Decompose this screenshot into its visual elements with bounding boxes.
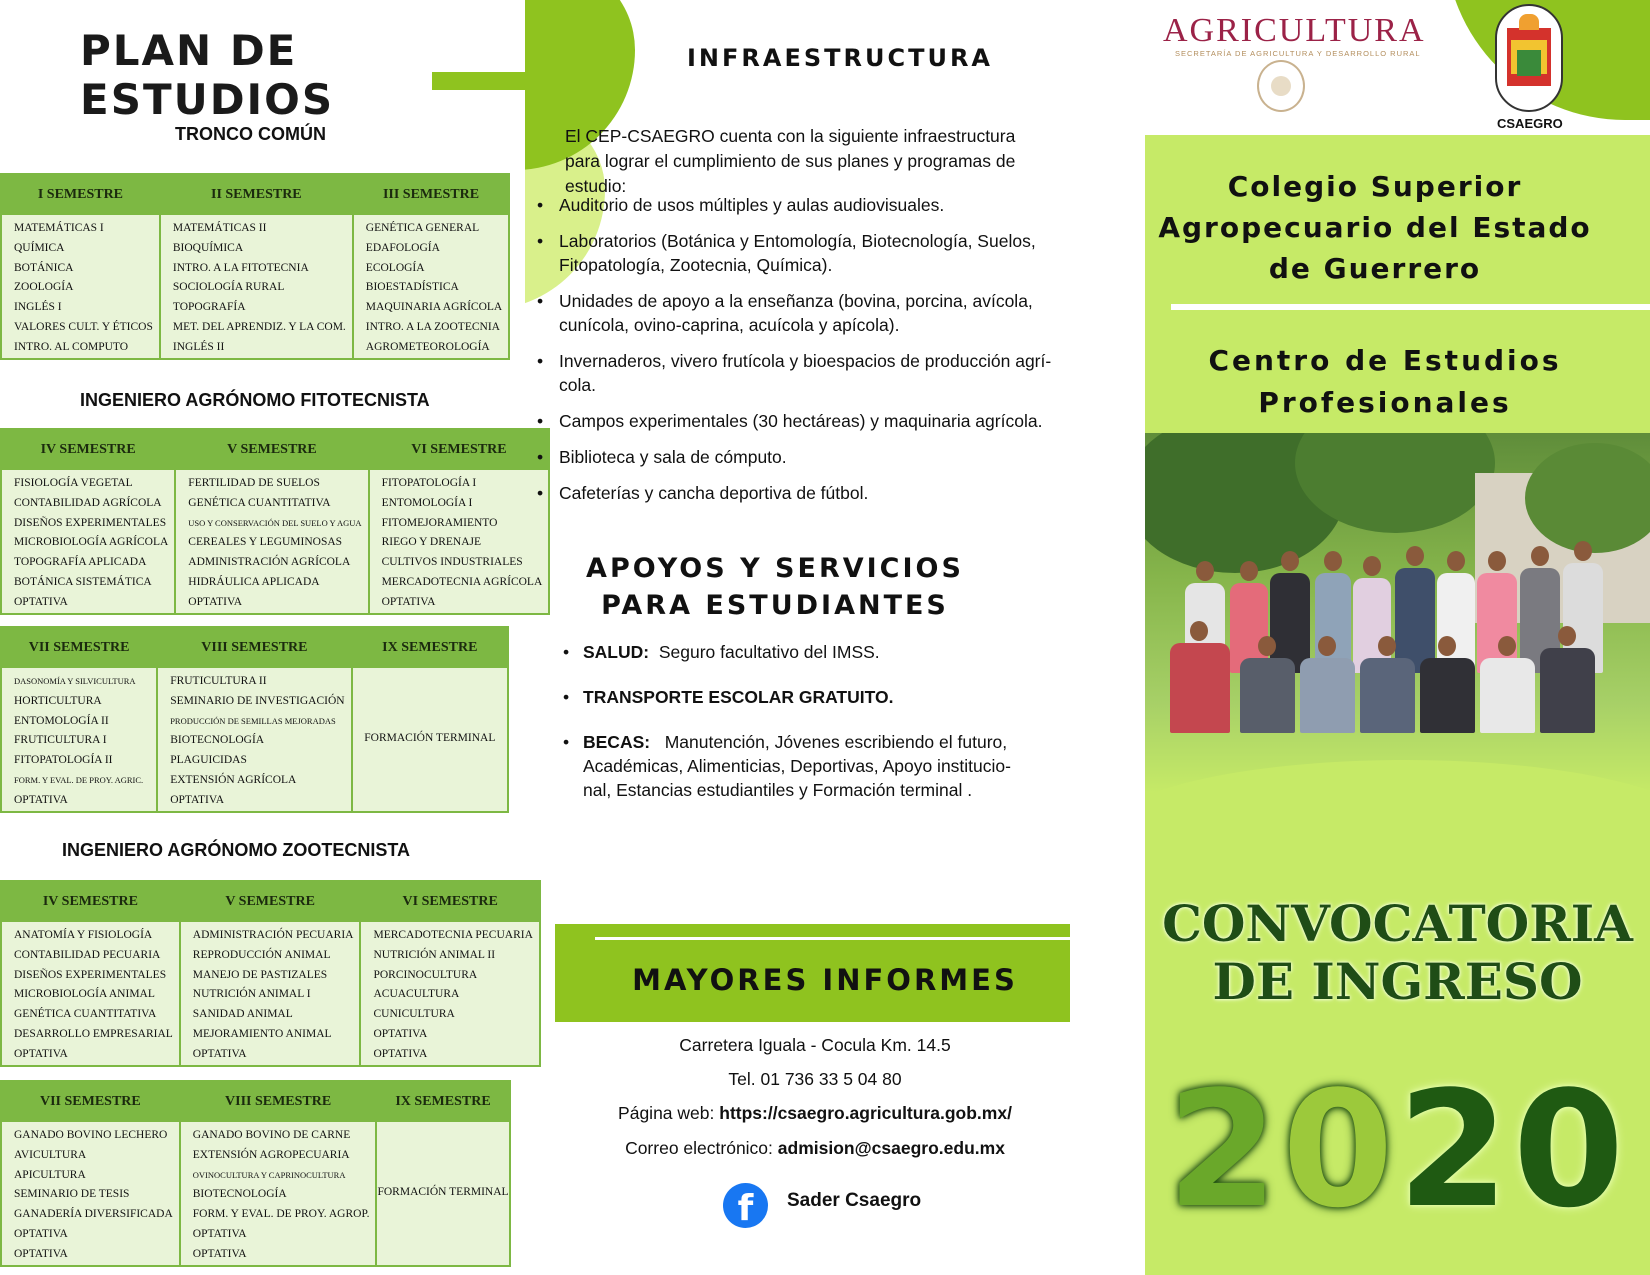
subject-cell [1,470,175,614]
subject: HIDRÁULICA APLICADA [188,575,320,588]
list-item [563,685,1023,709]
subject: FRUTICULTURA II [170,675,267,687]
agricultura-seal-icon [1257,60,1305,112]
subject: GENÉTICA CUANTITATIVA [188,496,331,509]
telephone[interactable]: Tel. 01 736 33 5 04 80 [728,1069,902,1089]
tronco-comun-table [0,173,510,360]
subject: MATEMÁTICAS II [172,222,267,234]
subject: MAQUINARIA AGRÍCOLA [365,301,503,314]
subject: MICROBIOLOGÍA AGRÍCOLA [14,536,169,549]
subject: PRODUCCIÓN DE SEMILLAS MEJORADAS [170,715,336,726]
terminal-cell: FORMACIÓN TERMINAL [364,732,496,745]
subject: OPTATIVA [14,1247,68,1260]
table-row [1,215,509,359]
subject: BOTÁNICA [14,261,74,274]
subject: OVINOCULTURA Y CAPRINOCULTURA [192,1169,346,1180]
semester-header: VI SEMESTRE [369,429,550,470]
subject: INGLÉS II [172,340,225,353]
subject: OPTATIVA [373,1027,428,1040]
semester-header: IV SEMESTRE [1,429,175,470]
facebook-link[interactable]: Sader Csaegro [787,1190,922,1211]
subject: DISEÑOS EXPERIMENTALES [14,516,167,529]
infraestructura-panel [525,0,1145,1275]
subject: DASONOMÍA Y SILVICULTURA [14,676,136,686]
subject: OPTATIVA [14,1047,68,1060]
subject-cell [180,922,361,1066]
subject: CULTIVOS INDUSTRIALES [381,556,523,569]
email [565,1138,1065,1159]
year-digit: 2 [1397,1056,1513,1243]
subject: CEREALES Y LEGUMINOSAS [188,536,343,549]
subject-cell [369,470,550,614]
zoo-table-2 [0,1080,511,1267]
subject: INTRO. AL COMPUTO [14,340,129,353]
subject: OPTATIVA [14,793,68,806]
subject: CONTABILIDAD PECUARIA [14,948,161,961]
list-item: • Laboratorios (Botánica y Entomología, Biotecnología, Suelos, Fitopatología, Zootecnia, Química). [537,229,1052,277]
subject: SEMINARIO DE INVESTIGACIÓN [170,694,345,707]
apoyos-title-1: APOYOS Y SERVICIOS [586,553,964,584]
subject: FISIOLOGÍA VEGETAL [14,477,133,489]
subject: EDAFOLOGÍA [365,241,440,254]
subject: OPTATIVA [192,1227,247,1240]
facebook-icon[interactable]: f [723,1183,768,1228]
subject: FERTILIDAD DE SUELOS [188,477,320,489]
zoo-heading: INGENIERO AGRÓNOMO ZOOTECNISTA [62,840,411,860]
subject: MEJORAMIENTO ANIMAL [192,1027,332,1040]
subject: TOPOGRAFÍA [172,301,246,314]
convocatoria-line: CONVOCATORIA [1162,894,1633,953]
colegio-line: Colegio Superior [1227,170,1523,203]
service-text: Seguro facultativo del IMSS. [658,642,880,662]
subject-cell [1,215,160,359]
subject: BIOTECNOLOGÍA [170,734,265,747]
subject: MET. DEL APRENDIZ. Y LA COM. [172,320,346,333]
infra-intro: El CEP-CSAEGRO cuenta con la siguiente infraestructura para lograr el cumplimiento de sus planes y programas de estudio: [565,126,1016,196]
list-item: • Cafeterías y cancha deportiva de fútbol. [537,481,1052,505]
table-header-row [1,429,549,470]
subject: RIEGO Y DRENAJE [381,536,482,549]
subject-cell [360,922,539,1066]
subject: INTRO. A LA FITOTECNIA [172,261,309,274]
semester-header: VI SEMESTRE [360,881,539,922]
semester-header: VII SEMESTRE [1,627,157,668]
agricultura-logo-text: AGRICULTURA [1163,12,1426,49]
subject: NUTRICIÓN ANIMAL I [192,988,311,1001]
plan-title: PLAN DE ESTUDIOS [80,26,335,124]
subject: BIOQUÍMICA [172,241,244,254]
subject: EXTENSIÓN AGRÍCOLA [170,773,297,786]
cover-panel [1145,0,1650,1275]
subject: GANADO BOVINO DE CARNE [192,1129,351,1141]
table-header-row [1,881,540,922]
subject: FORM. Y EVAL. DE PROY. AGRIC. [14,774,144,785]
address: Carretera Iguala - Cocula Km. 14.5 [679,1035,951,1055]
plan-de-estudios-panel [0,0,543,1275]
subject: GENÉTICA GENERAL [365,222,480,234]
subject: FITOPATOLOGÍA I [381,477,477,489]
list-item [563,640,1023,664]
banner-line [595,937,1070,940]
subject: NUTRICIÓN ANIMAL II [373,948,496,961]
subject: ENTOMOLOGÍA II [14,714,109,727]
subject: CUNICULTURA [373,1008,455,1021]
subject: REPRODUCCIÓN ANIMAL [192,948,331,961]
fito-table-1 [0,428,550,615]
website [565,1103,1065,1124]
subject: GANADO BOVINO LECHERO [14,1129,168,1141]
table-row [1,1122,510,1266]
semester-header: V SEMESTRE [175,429,368,470]
subject-cell [353,215,509,359]
infra-list [537,193,1052,517]
convocatoria-line: DE INGRESO [1212,952,1583,1011]
subject: ZOOLOGÍA [14,281,74,294]
subject: MERCADOTECNIA PECUARIA [373,929,533,941]
semester-header: V SEMESTRE [180,881,361,922]
subject: USO Y CONSERVACIÓN DEL SUELO Y AGUA [188,517,362,528]
colegio-title [1155,166,1595,289]
year-digit: 0 [1512,1056,1629,1243]
subject: PORCINOCULTURA [373,968,478,981]
table-row [1,922,540,1066]
list-item: • Auditorio de usos múltiples y aulas audiovisuales. [537,193,1052,217]
centro-line: Centro de Estudios [1208,344,1562,377]
convocatoria-title [1145,895,1650,1011]
list-item: • Unidades de apoyo a la enseñanza (bovina, porcina, avícola, cunícola, ovino-caprina, acuícola y apícola). [537,289,1052,337]
subject: BIOESTADÍSTICA [365,281,459,294]
subject: MERCADOTECNIA AGRÍCOLA [381,575,543,588]
tronco-heading: TRONCO COMÚN [175,124,326,144]
servicios-list [563,640,1023,823]
subject: GANADERÍA DIVERSIFICADA [14,1208,173,1221]
subject-cell [1,922,180,1066]
subject: GENÉTICA CUANTITATIVA [14,1008,157,1021]
subject: MATEMÁTICAS I [14,222,104,234]
csaegro-logo-icon [1495,4,1563,112]
subject: DISEÑOS EXPERIMENTALES [14,968,167,981]
subject-cell [1,1122,180,1266]
subject: TOPOGRAFÍA APLICADA [14,556,147,569]
service-label: SALUD: [583,642,650,662]
mayores-title: MAYORES INFORMES [632,963,1018,997]
year-digit: 0 [1282,1056,1398,1243]
subject: OPTATIVA [192,1047,247,1060]
semester-header: I SEMESTRE [1,174,160,215]
subject: ADMINISTRACIÓN PECUARIA [192,929,354,941]
subject: FITOMEJORAMIENTO [381,516,498,529]
table-row [1,668,508,812]
decorative-shape [1145,760,1650,880]
subject: HORTICULTURA [14,694,102,707]
subject: OPTATIVA [192,1247,247,1260]
subject: FORM. Y EVAL. DE PROY. AGROP. [192,1208,370,1221]
semester-header: VII SEMESTRE [1,1081,180,1122]
subject: OPTATIVA [14,595,68,608]
subject-cell [175,470,368,614]
subject: BOTÁNICA SISTEMÁTICA [14,575,152,588]
semester-header: III SEMESTRE [353,174,509,215]
table-row [1,470,549,614]
service-text: Manutención, Jóvenes escribiendo el futuro, Académicas, Alimenticias, Deportivas, Apoyo institucio-nal, Estancias estudiantiles y Formación terminal . [583,732,1011,800]
subject: BIOTECNOLOGÍA [192,1188,287,1201]
subject: ACUACULTURA [373,988,460,1001]
subject: FITOPATOLOGÍA II [14,754,113,767]
list-item: • Campos experimentales (30 hectáreas) y maquinaria agrícola. [537,409,1052,433]
subject: MANEJO DE PASTIZALES [192,968,328,981]
subject-cell [160,215,353,359]
list-item [563,730,1023,802]
apoyos-title-2: PARA ESTUDIANTES [601,590,949,621]
zoo-table-1 [0,880,541,1067]
subject: EXTENSIÓN AGROPECUARIA [192,1148,350,1161]
semester-header: VIII SEMESTRE [157,627,351,668]
subject: DESARROLLO EMPRESARIAL [14,1027,173,1040]
subject: SEMINARIO DE TESIS [14,1188,130,1201]
subject: INGLÉS I [14,301,62,314]
subject-cell [180,1122,377,1266]
subject-cell [1,668,157,812]
subject: VALORES CULT. Y ÉTICOS [14,320,153,333]
csaegro-logo-text: CSAEGRO [1497,116,1563,131]
subject: ENTOMOLOGÍA I [381,496,473,509]
infra-title: INFRAESTRUCTURA [686,44,993,72]
agricultura-subtitle: SECRETARÍA DE AGRICULTURA Y DESARROLLO RURAL [1175,49,1421,58]
subject: ANATOMÍA Y FISIOLOGÍA [14,929,153,941]
table-header-row [1,1081,510,1122]
group-photo [1145,433,1650,793]
colegio-line: Agropecuario del Estado [1158,211,1592,244]
list-item: • Biblioteca y sala de cómputo. [537,445,1052,469]
fito-heading: INGENIERO AGRÓNOMO FITOTECNISTA [80,390,430,410]
colegio-line: de Guerrero [1268,252,1482,285]
subject: APICULTURA [14,1168,86,1181]
year-2020 [1145,1056,1650,1243]
fito-table-2 [0,626,509,813]
year-digit: 2 [1166,1056,1283,1243]
subject: OPTATIVA [188,595,243,608]
subject: CONTABILIDAD AGRÍCOLA [14,496,162,509]
semester-header: VIII SEMESTRE [180,1081,377,1122]
terminal-cell: FORMACIÓN TERMINAL [377,1186,509,1199]
divider [1171,304,1650,310]
subject: QUÍMICA [14,241,65,254]
centro-title [1165,340,1605,424]
service-label: BECAS: [583,732,651,752]
subject: SOCIOLOGÍA RURAL [172,281,285,294]
semester-header: IV SEMESTRE [1,881,180,922]
subject: ECOLOGÍA [365,261,425,274]
semester-header: IX SEMESTRE [376,1081,509,1122]
centro-line: Profesionales [1258,386,1512,419]
subject: AGROMETEOROLOGÍA [365,340,490,353]
subject: PLAGUICIDAS [170,754,247,767]
subject: AVICULTURA [14,1148,87,1161]
subject: MICROBIOLOGÍA ANIMAL [14,988,155,1001]
email-label: Correo electrónico: [625,1138,773,1158]
subject-cell [157,668,351,812]
email-link[interactable]: admision@csaegro.edu.mx [777,1138,1005,1158]
semester-header: IX SEMESTRE [352,627,508,668]
table-header-row [1,174,509,215]
subject: INTRO. A LA ZOOTECNIA [365,320,500,333]
table-header-row [1,627,508,668]
list-item: • Invernaderos, vivero frutícola y bioespacios de producción agrí-cola. [537,349,1052,397]
web-label: Página web: [618,1103,715,1123]
semester-header: II SEMESTRE [160,174,353,215]
subject: OPTATIVA [170,793,225,806]
subject: SANIDAD ANIMAL [192,1008,293,1021]
web-link[interactable]: https://csaegro.agricultura.gob.mx/ [719,1103,1012,1123]
subject: OPTATIVA [373,1047,428,1060]
subject: FRUTICULTURA I [14,734,107,747]
subject: OPTATIVA [14,1227,68,1240]
service-label: TRANSPORTE ESCOLAR GRATUITO. [583,687,894,707]
subject: ADMINISTRACIÓN AGRÍCOLA [188,556,351,569]
subject: OPTATIVA [381,595,436,608]
